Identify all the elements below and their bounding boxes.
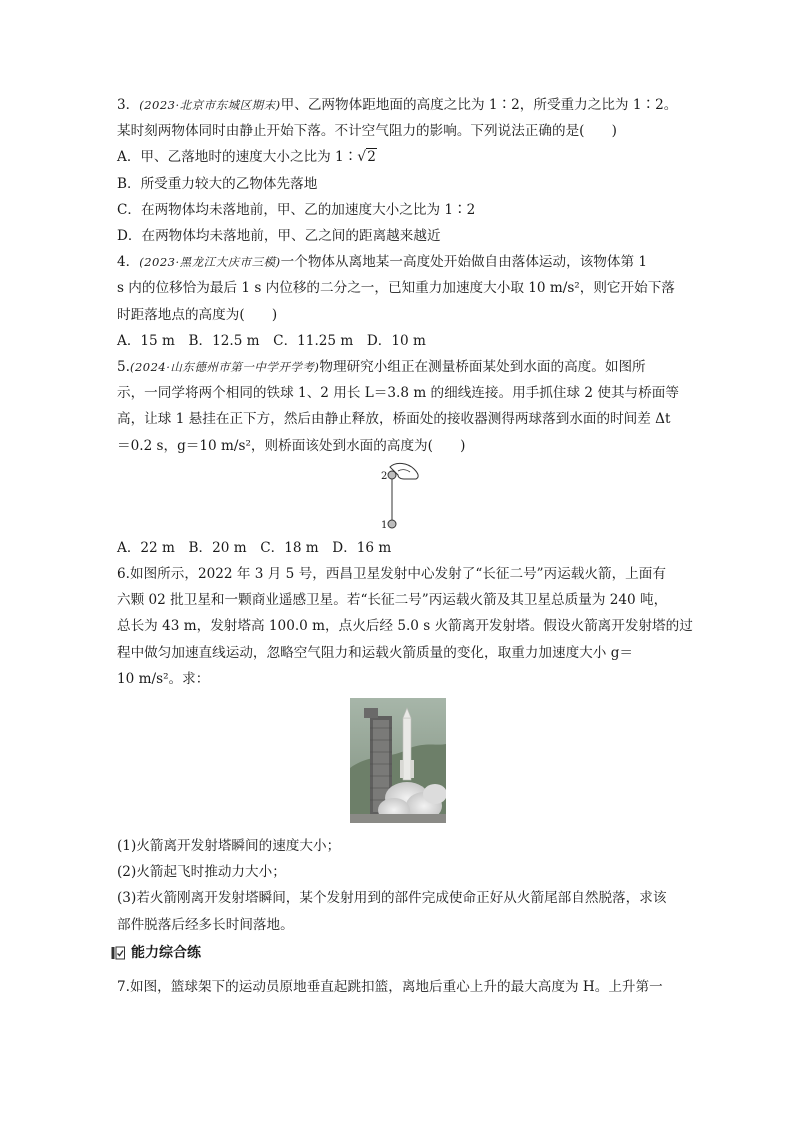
q7-stem-line-1: 7.如图，篮球架下的运动员原地垂直起跳扣篮，离地后重心上升的最大高度为 H。上升第一	[117, 979, 663, 996]
q3-option-a-radicand: 2	[367, 149, 376, 166]
q6-sub-3b: 部件脱落后经多长时间落地。	[117, 916, 294, 933]
q3-option-b: B．所受重力较大的乙物体先落地	[117, 175, 318, 192]
section-title: 能力综合练	[131, 944, 201, 961]
q5-stem-line-2: 示，一同学将两个相同的铁球 1、2 用长 L＝3.8 m 的细线连接。用手抓住球 2 使其与桥面等	[117, 385, 679, 402]
q3-option-a-text: A．甲、乙落地时的速度大小之比为 1∶	[117, 149, 358, 166]
q5-stem-1: 物理研究小组正在测量桥面某处到水面的高度。如图所	[319, 359, 646, 376]
q6-sub-2: (2)火箭起飞时推动力大小；	[117, 864, 286, 881]
ball-2	[388, 471, 396, 479]
q6-stem-line-1: 6.如图所示，2022 年 3 月 5 号，西昌卫星发射中心发射了“长征二号”丙运载火箭，上面有	[117, 566, 666, 583]
q5-stem-line-3: 高，让球 1 悬挂在正下方，然后由静止释放，桥面处的接收器测得两球落到水面的时间差 Δt	[117, 411, 671, 428]
q6-sub-3a: (3)若火箭刚离开发射塔瞬间，某个发射用到的部件完成使命正好从火箭尾部自然脱落，求该	[117, 890, 667, 907]
q3-stem-line-2: 某时刻两物体同时由静止开始下落。不计空气阻力的影响。下列说法正确的是( )	[117, 123, 617, 140]
q5-number: 5.	[117, 359, 130, 376]
q5-source: (2024·山东德州市第一中学开学考)	[129, 360, 320, 375]
sqrt-symbol: √2	[357, 149, 376, 166]
q5-stem-line-1	[117, 354, 679, 380]
q5-stem-line-4: ＝0.2 s，g＝10 m/s²，则桥面该处到水面的高度为( )	[117, 437, 466, 454]
q3-option-a	[117, 144, 679, 170]
label-ball-1: 1	[381, 519, 388, 531]
q3-stem-line-1	[117, 92, 679, 118]
ball-1	[388, 520, 396, 528]
content-column	[117, 92, 693, 1000]
q6-stem-line-4: 程中做匀加速直线运动，忽略空气阻力和运载火箭质量的变化，取重力加速度大小 g＝	[117, 644, 633, 661]
q6-stem-line-5: 10 m/s²。求：	[117, 670, 210, 687]
q5-figure	[117, 459, 679, 535]
pendulum-figure	[368, 461, 428, 531]
label-ball-2: 2	[381, 470, 388, 482]
q4-source: (2023·黑龙江大庆市三模)	[139, 255, 281, 270]
q4-stem-line-1	[117, 249, 679, 275]
section-header	[111, 940, 679, 966]
q6-figure	[117, 692, 679, 833]
q3-option-d: D．在两物体均未落地前，甲、乙之间的距离越来越近	[117, 228, 441, 245]
q4-stem-line-2: s 内的位移恰为最后 1 s 内位移的二分之一，已知重力加速度大小取 10 m/s²，则它开始下落	[117, 280, 675, 297]
rocket-launch-photo	[350, 698, 446, 823]
checklist-icon	[111, 946, 125, 960]
q6-sub-1: (1)火箭离开发射塔瞬间的速度大小；	[117, 838, 341, 855]
q5-options: A．22 m B．20 m C．18 m D．16 m	[117, 539, 392, 556]
q6-stem-line-2: 六颗 02 批卫星和一颗商业遥感卫星。若“长征二号”丙运载火箭及其卫星总质量为 240 吨，	[117, 592, 668, 609]
q3-option-c: C．在两物体均未落地前，甲、乙的加速度大小之比为 1∶2	[117, 201, 476, 218]
q3-stem-1: 甲、乙两物体距地面的高度之比为 1∶2，所受重力之比为 1∶2。	[280, 97, 678, 113]
q3-number: 3．	[117, 97, 140, 113]
q6-stem-line-3: 总长为 43 m，发射塔高 100.0 m，点火后经 5.0 s 火箭离开发射塔。假设火箭离开发射塔的过	[117, 618, 693, 635]
q4-stem-line-3: 时距落地点的高度为( )	[117, 306, 278, 323]
q4-options: A．15 m B．12.5 m C．11.25 m D．10 m	[117, 332, 426, 349]
q4-number: 4．	[117, 254, 140, 271]
q4-stem-1: 一个物体从离地某一高度处开始做自由落体运动，该物体第 1	[280, 254, 648, 271]
q3-source: (2023·北京市东城区期末)	[139, 98, 281, 112]
